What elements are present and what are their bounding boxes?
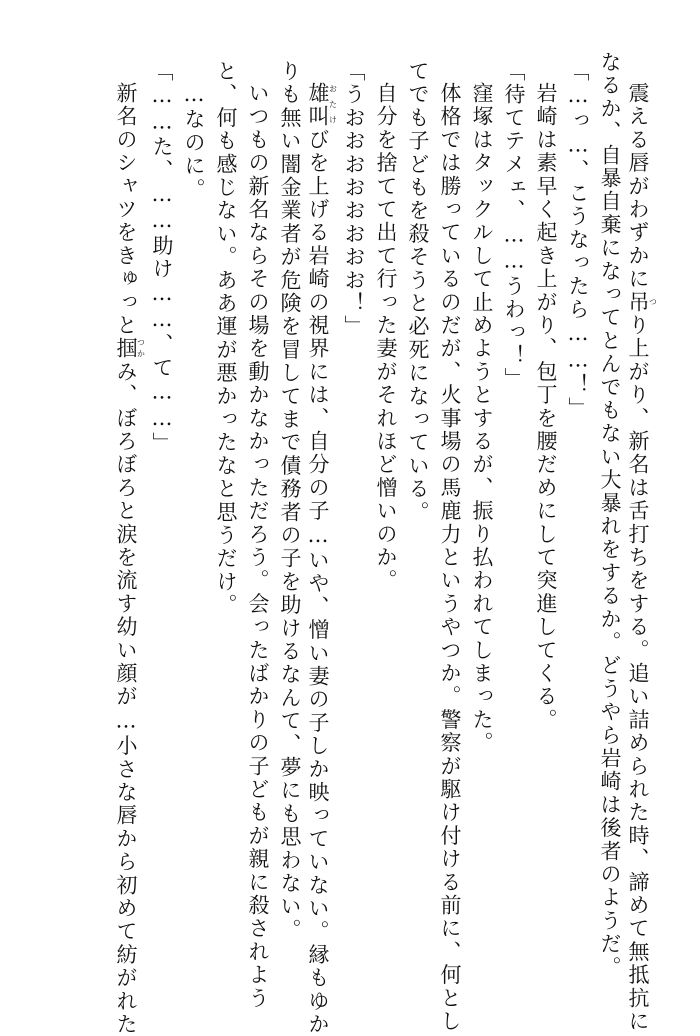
ruby-reading-otake: おたけ — [328, 82, 338, 129]
text-column-13: いつもの新名ならその場を動かなかっただろう。会ったばかりの子どもが親に殺されよう — [246, 82, 270, 1010]
ruby-reading-tsuka: つか — [136, 337, 146, 361]
text-column-14: と、何も感じない。ああ運が悪かったなと思うだけ。 — [214, 60, 238, 617]
text-column-15: …なのに。 — [182, 82, 206, 201]
text-column-9: 自分を捨てて出て行った妻がそれほど憎いのか。 — [374, 82, 398, 593]
text-column-4: 岩崎は素早く起き上がり、包丁を腰だめにして突進してくる。 — [534, 82, 558, 732]
text-column-2: なるか、自暴自棄になってとんでもない大暴れをするか。どうやら岩崎は後者のようだ。 — [598, 51, 622, 979]
ruby-tsuka: 掴つか — [114, 337, 146, 361]
text-column-6: 窪塚はタックルして止めようとするが、振り払われてしまった。 — [470, 82, 494, 755]
text-column-11: 雄叫おたけびを上げる岩崎の視界には、自分の子…いや、憎い妻の子しか映っていない。縁もゆか — [306, 82, 338, 1036]
text-column-10: 「うおおおおおおおお！」 — [342, 60, 366, 339]
text-column-17: 新名のシャツをきゅっと掴つかみ、ぼろぼろと涙を流す幼い顔が…小さな唇から初めて紡がれた — [114, 82, 146, 1036]
ruby-reading-tsu: つ — [648, 290, 658, 315]
ruby-otake: 雄叫おたけ — [306, 82, 338, 129]
ruby-tsu: 吊つ — [626, 290, 658, 315]
text-column-12: りも無い闇金業者が危険を冒してまで債務者の子を助けるなんて、夢にも思わない。 — [278, 60, 302, 942]
text-column-16: 「……た、……助け……、て……」 — [150, 60, 174, 456]
text-column-3: 「…っ…、こうなったら……！」 — [566, 60, 590, 420]
text-column-5: 「待てテメェ、……うわっ！」 — [502, 60, 526, 391]
text-column-8: てでも子どもを殺そうと必死になっている。 — [406, 60, 430, 524]
text-column-7: 体格では勝っているのだが、火事場の馬鹿力というやつか。警察が駆け付ける前に、何とし — [438, 82, 462, 1034]
text-column-1: 震える唇がわずかに吊つり上がり、新名は舌打ちをする。追い詰められた時、諦めて無抵抗に — [626, 82, 658, 1034]
